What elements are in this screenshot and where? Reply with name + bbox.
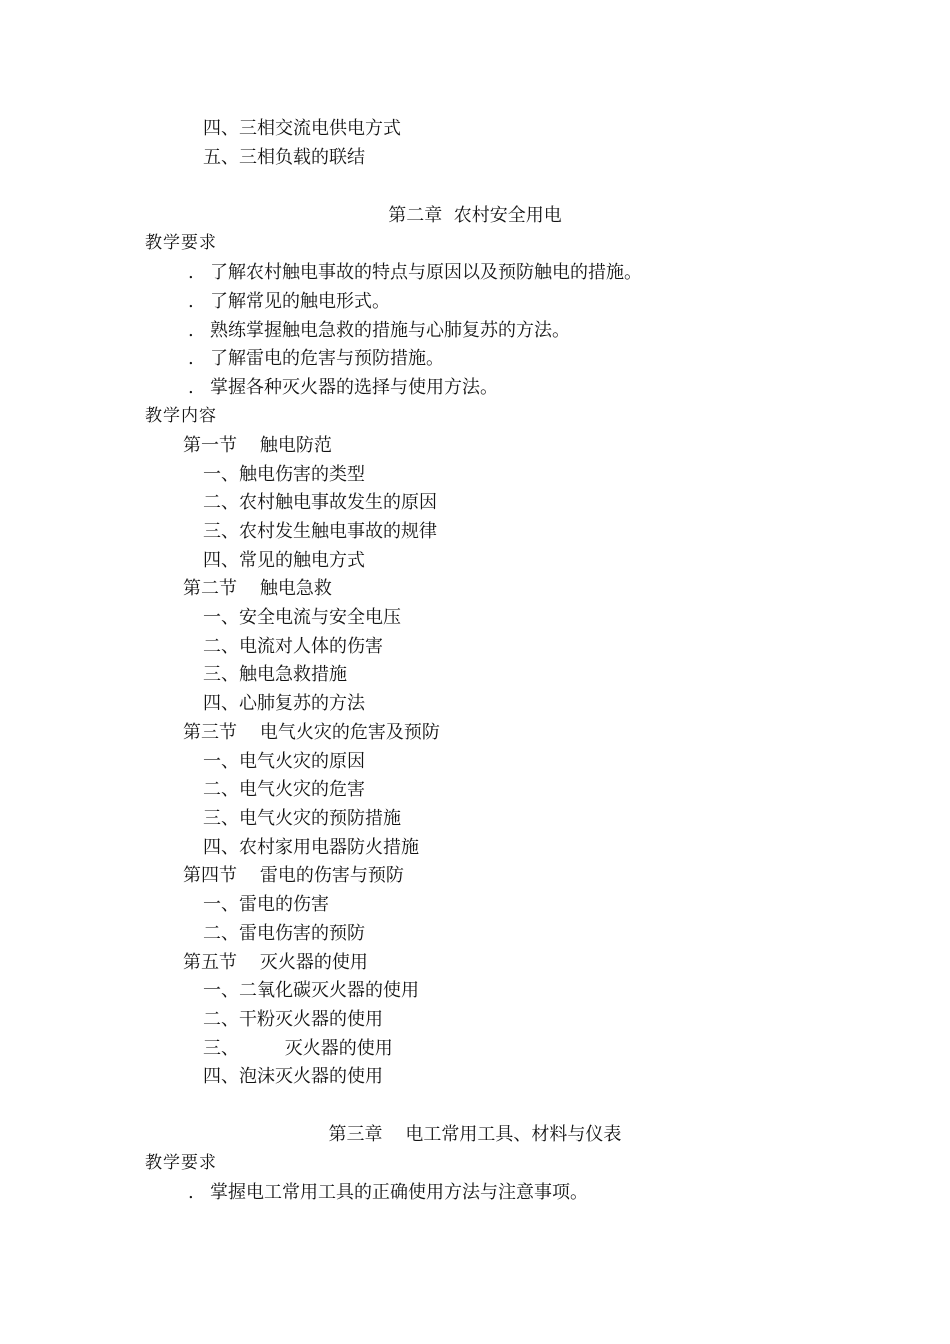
section-item: 一、雷电的伤害 [203, 894, 329, 915]
section-item: 二、干粉灭火器的使用 [203, 1009, 383, 1030]
section-item: 一、触电伤害的类型 [203, 464, 365, 485]
top-item-1: 四、三相交流电供电方式 [203, 118, 401, 139]
ch2-requirement: . 了解农村触电事故的特点与原因以及预防触电的措施。 [188, 262, 642, 283]
bullet-dot: . [188, 291, 194, 312]
section-item: 二、农村触电事故发生的原因 [203, 492, 437, 513]
top-item-2: 五、三相负载的联结 [203, 147, 365, 168]
section-item: 三、电气火灾的预防措施 [203, 808, 401, 829]
bullet-dot: . [188, 1182, 194, 1203]
section-item: 一、电气火灾的原因 [203, 751, 365, 772]
section-title: 第一节 触电防范 [183, 435, 332, 456]
section-item: 二、雷电伤害的预防 [203, 923, 365, 944]
ch2-requirement: . 掌握各种灭火器的选择与使用方法。 [188, 377, 498, 398]
section-title: 第四节 雷电的伤害与预防 [183, 865, 404, 886]
chapter-3-title: 第三章 电工常用工具、材料与仪表 [328, 1124, 622, 1145]
section-item: 四、常见的触电方式 [203, 550, 365, 571]
section-item: 二、电气火灾的危害 [203, 779, 365, 800]
bullet-dot: . [188, 348, 194, 369]
section-item: 四、农村家用电器防火措施 [203, 837, 419, 858]
ch2-requirement: . 熟练掌握触电急救的措施与心肺复苏的方法。 [188, 320, 570, 341]
bullet-dot: . [188, 262, 194, 283]
section-item: 四、泡沫灭火器的使用 [203, 1066, 383, 1087]
bullet-dot: . [188, 320, 194, 341]
ch2-requirements-heading: 教学要求 [145, 233, 217, 253]
ch3-requirement: . 掌握电工常用工具的正确使用方法与注意事项。 [188, 1182, 588, 1203]
section-item: 一、安全电流与安全电压 [203, 607, 401, 628]
section-item: 三、 灭火器的使用 [203, 1038, 393, 1059]
section-title: 第二节 触电急救 [183, 578, 332, 599]
section-item: 三、农村发生触电事故的规律 [203, 521, 437, 542]
section-item: 一、二氧化碳灭火器的使用 [203, 980, 419, 1001]
chapter-2-title: 第二章 农村安全用电 [388, 205, 562, 226]
section-title: 第三节 电气火灾的危害及预防 [183, 722, 440, 743]
section-title: 第五节 灭火器的使用 [183, 952, 368, 973]
section-item: 三、触电急救措施 [203, 664, 347, 685]
section-item: 二、电流对人体的伤害 [203, 636, 383, 657]
ch2-requirement: . 了解常见的触电形式。 [188, 291, 390, 312]
bullet-dot: . [188, 377, 194, 398]
ch2-content-heading: 教学内容 [145, 406, 217, 426]
ch3-requirements-heading: 教学要求 [145, 1153, 217, 1173]
section-item: 四、心肺复苏的方法 [203, 693, 365, 714]
ch2-requirement: . 了解雷电的危害与预防措施。 [188, 348, 444, 369]
